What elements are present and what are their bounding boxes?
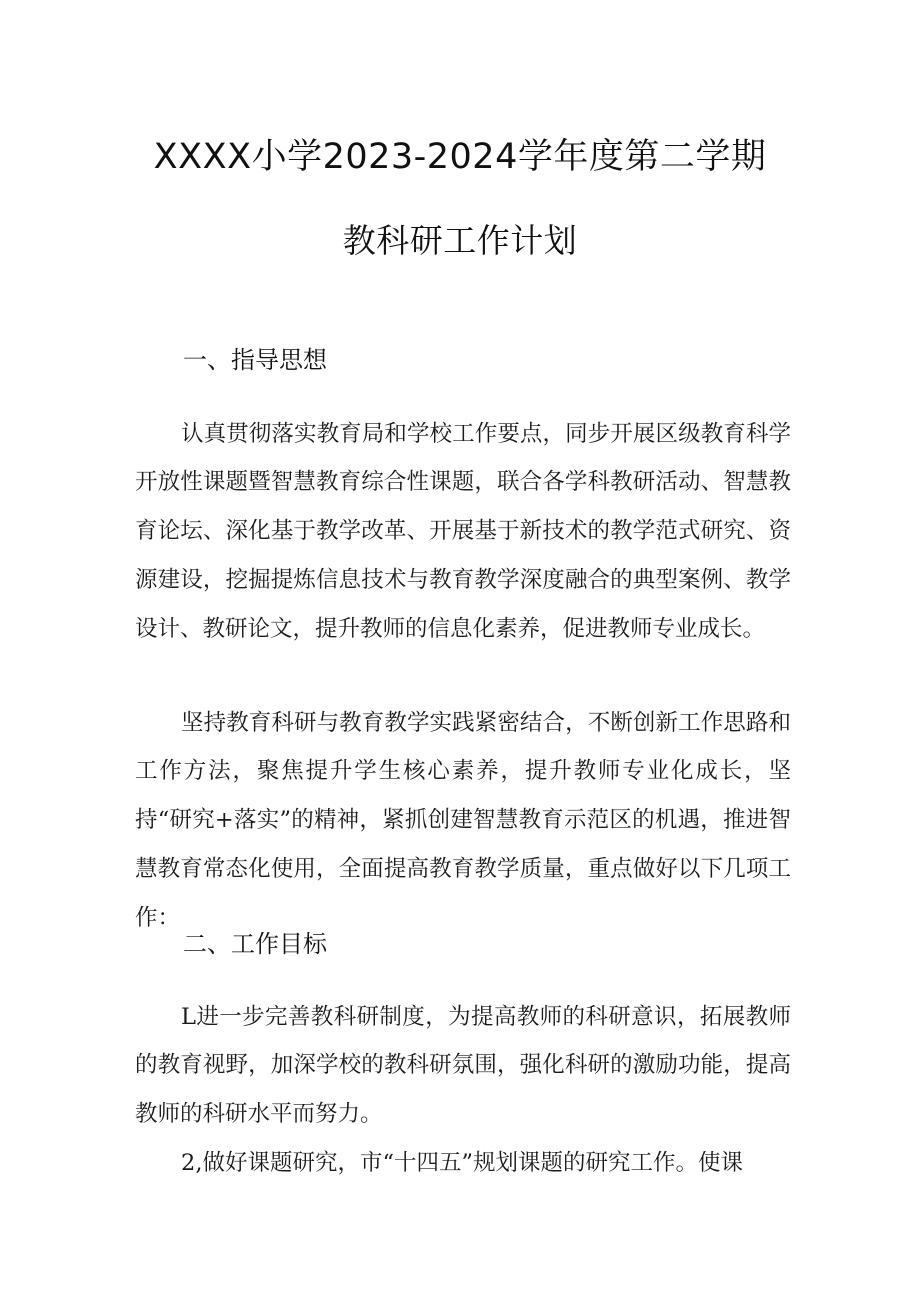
paragraph-work-goals-1: L进一步完善教科研制度，为提高教师的科研意识，拓展教师的教育视野，加深学校的教科研氛围，强化科研的激励功能，提高教师的科研水平而努力。 bbox=[135, 1003, 791, 1128]
document-title-line-2: 教科研工作计划 bbox=[342, 221, 578, 260]
paragraph-guiding-ideology-2: 坚持教育科研与教育教学实践紧密结合，不断创新工作思路和工作方法，聚焦提升学生核心素养，提升教师专业化成长，坚持“研究+落实”的精神，紧抓创建智慧教育示范区的机遇，推进智慧教育常态化使用，全面提高教育教学质量，重点做好以下几项工作： bbox=[135, 709, 791, 931]
section-heading-guiding-ideology: 一、指导思想 bbox=[183, 346, 327, 374]
paragraph-guiding-ideology-1: 认真贯彻落实教育局和学校工作要点，同步开展区级教育科学开放性课题暨智慧教育综合性课题，联合各学科教研活动、智慧教育论坛、深化基于教学改革、开展基于新技术的教学范式研究、资源建设，挖掘提炼信息技术与教育教学深度融合的典型案例、教学设计、教研论文，提升教师的信息化素养，促进教师专业成长。 bbox=[135, 420, 791, 642]
section-heading-work-goals: 二、工作目标 bbox=[183, 930, 327, 958]
paragraph-work-goals-2: 2,做好课题研究，市“十四五”规划课题的研究工作。使课 bbox=[181, 1149, 743, 1176]
document-title-line-1: XXXX小学2023-2024学年度第二学期 bbox=[153, 137, 767, 177]
